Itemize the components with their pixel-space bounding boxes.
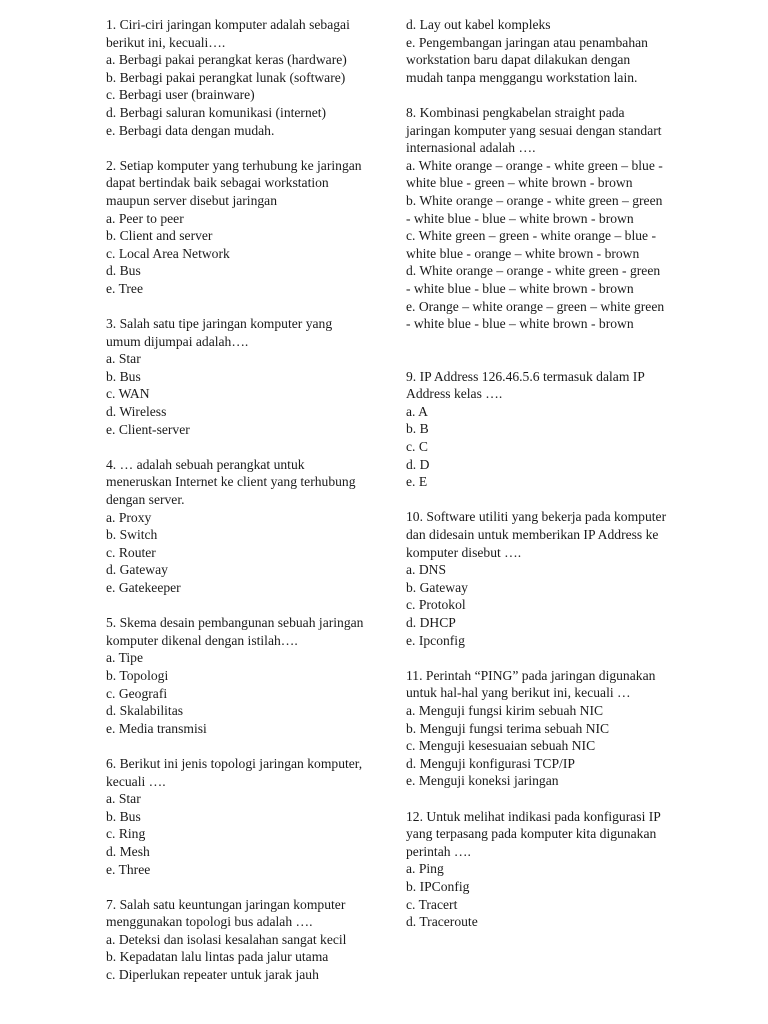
option-c: c. C: [406, 439, 428, 455]
option-d: d. Traceroute: [406, 914, 478, 930]
question-text: 4. … adalah sebuah perangkat untuk meneruskan Internet ke client yang terhubung dengan server.: [106, 456, 356, 508]
option-a: a. Peer to peer: [106, 210, 184, 226]
option-c: c. Ring: [106, 826, 146, 842]
option-b: b. Bus: [106, 808, 141, 824]
question-1: [106, 16, 368, 139]
question-4: [106, 456, 368, 597]
question-2: [106, 157, 368, 298]
option-c: c. Protokol: [406, 597, 466, 613]
option-c: c. Menguji kesesuaian sebuah NIC: [406, 738, 596, 754]
option-d: d. Mesh: [106, 843, 150, 859]
question-text: 3. Salah satu tipe jaringan komputer yang umum dijumpai adalah….: [106, 316, 333, 349]
question-text: 8. Kombinasi pengkabelan straight pada jaringan komputer yang sesuai dengan standart internasional adalah ….: [406, 104, 662, 156]
question-text: 9. IP Address 126.46.5.6 termasuk dalam IP Address kelas ….: [406, 368, 645, 402]
option-d: d. Gateway: [106, 562, 168, 578]
question-7: [106, 896, 368, 984]
option-e: e. Berbagi data dengan mudah.: [106, 122, 275, 138]
question-5: [106, 614, 368, 737]
option-a: a. White orange – orange - white green – blue - white blue - green – white brown - brown: [406, 157, 663, 191]
option-b: b. Bus: [106, 368, 141, 384]
option-e: e. Pengembangan jaringan atau penambahan workstation baru dapat dilakukan dengan mudah tanpa menggangu workstation lain.: [406, 34, 648, 85]
option-c: c. Tracert: [406, 896, 458, 912]
question-6: [106, 755, 368, 878]
option-c: c. Diperlukan repeater untuk jarak jauh: [106, 967, 319, 983]
question-11: [406, 667, 668, 790]
option-b: b. IPConfig: [406, 878, 470, 894]
option-c: c. Berbagi user (brainware): [106, 87, 255, 103]
option-e: e. Ipconfig: [406, 632, 465, 648]
option-c: c. White green – green - white orange – blue - white blue - orange – white brown - brown: [406, 228, 656, 261]
option-e: e. Orange – white orange – green – white green - white blue - blue – white brown - brown: [406, 298, 665, 332]
option-b: b. White orange – orange - white green – green - white blue - blue – white brown - brown: [406, 192, 663, 226]
option-e: e. E: [406, 474, 428, 490]
option-b: b. Switch: [106, 527, 158, 543]
option-b: b. Topologi: [106, 667, 169, 683]
question-text: 12. Untuk melihat indikasi pada konfigurasi IP yang terpasang pada komputer kita digunakan perintah ….: [406, 808, 661, 859]
option-d: d. Berbagi saluran komunikasi (internet): [106, 104, 327, 120]
option-e: e. Three: [106, 861, 151, 877]
question-text: 5. Skema desain pembangunan sebuah jaringan komputer dikenal dengan istilah….: [106, 615, 364, 648]
question-9: [406, 368, 668, 491]
option-a: a. Menguji fungsi kirim sebuah NIC: [406, 702, 604, 718]
option-d: d. White orange – orange - white green - green - white blue - blue – white brown - brown: [406, 263, 661, 296]
question-text: 7. Salah satu keuntungan jaringan komputer menggunakan topologi bus adalah ….: [106, 896, 346, 930]
option-a: a. Ping: [406, 861, 444, 877]
question-7-continued: [406, 16, 668, 86]
option-e: e. Gatekeeper: [106, 580, 181, 595]
option-d: d. Lay out kabel kompleks: [406, 17, 551, 32]
question-text: 10. Software utiliti yang bekerja pada komputer dan didesain untuk memberikan IP Address ke komputer disebut ….: [406, 509, 667, 560]
option-c: c. Local Area Network: [106, 245, 230, 261]
option-b: b. Kepadatan lalu lintas pada jalur utama: [106, 949, 329, 965]
option-e: e. Client-server: [106, 421, 190, 437]
question-text: 6. Berikut ini jenis topologi jaringan komputer, kecuali ….: [106, 755, 363, 789]
option-b: b. Gateway: [406, 579, 468, 595]
option-a: a. Star: [106, 351, 141, 367]
question-8: [406, 104, 668, 333]
question-10: [406, 508, 668, 649]
option-c: c. WAN: [106, 386, 150, 402]
option-a: a. Proxy: [106, 509, 152, 525]
left-column: [106, 16, 368, 1001]
option-c: c. Router: [106, 544, 156, 560]
option-e: e. Media transmisi: [106, 720, 207, 736]
option-d: d. DHCP: [406, 615, 456, 630]
question-text: 1. Ciri-ciri jaringan komputer adalah sebagai berikut ini, kecuali….: [106, 17, 350, 50]
option-b: b. Menguji fungsi terima sebuah NIC: [406, 720, 610, 736]
question-text: 2. Setiap komputer yang terhubung ke jaringan dapat bertindak baik sebagai workstation maupun server disebut jaringan: [106, 157, 362, 208]
option-a: a. Deteksi dan isolasi kesalahan sangat kecil: [106, 931, 347, 947]
option-a: a. Tipe: [106, 650, 144, 666]
question-text: 11. Perintah “PING” pada jaringan digunakan untuk hal-hal yang berikut ini, kecuali …: [406, 667, 656, 701]
option-d: d. Skalabilitas: [106, 703, 184, 719]
question-12: [406, 808, 668, 931]
option-a: a. Star: [106, 791, 141, 807]
option-d: d. Bus: [106, 263, 141, 279]
option-a: a. A: [406, 403, 428, 419]
option-a: a. DNS: [406, 562, 447, 578]
option-d: d. Menguji konfigurasi TCP/IP: [406, 755, 575, 771]
option-d: d. Wireless: [106, 404, 167, 420]
option-b: b. Berbagi pakai perangkat lunak (software): [106, 69, 346, 85]
option-b: b. Client and server: [106, 228, 213, 244]
option-a: a. Berbagi pakai perangkat keras (hardware): [106, 52, 347, 68]
option-c: c. Geografi: [106, 685, 168, 701]
option-d: d. D: [406, 456, 430, 472]
option-e: e. Menguji koneksi jaringan: [406, 773, 559, 789]
right-column: [406, 16, 668, 948]
option-b: b. B: [406, 421, 429, 437]
question-3: [106, 315, 368, 438]
option-e: e. Tree: [106, 280, 144, 296]
